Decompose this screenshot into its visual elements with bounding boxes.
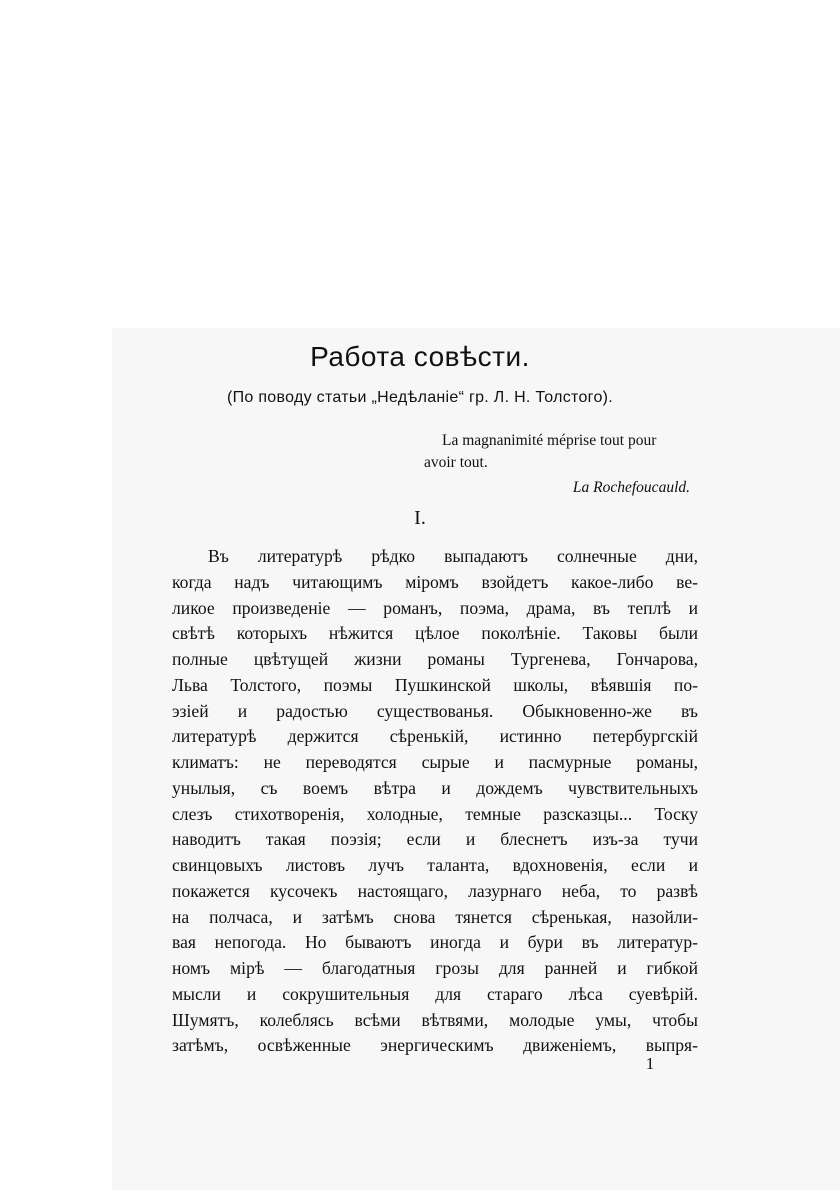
text-line: слезъ стихотворенія, холодные, темные разсказцы... Тоску xyxy=(172,803,698,824)
text-line: Въ литературѣ рѣдко выпадаютъ солнечные дни, xyxy=(208,546,698,566)
article-title: Работа совѣсти. xyxy=(310,341,530,372)
section-number: I. xyxy=(414,507,426,529)
page-number: 1 xyxy=(645,1054,655,1073)
text-line: Льва Толстого, поэмы Пушкинской школы, вѣявшія по- xyxy=(172,674,698,695)
text-line: когда надъ читающимъ міромъ взойдетъ какое-либо ве- xyxy=(172,571,698,592)
text-line: наводитъ такая поэзія; если и блеснетъ изъ-за тучи xyxy=(172,829,698,850)
text-line: литературѣ держится сѣренькій, истинно петербургскій xyxy=(172,726,698,747)
article-subtitle: (По поводу статьи „Недѣланіе“ гр. Л. Н. Толстого). xyxy=(226,389,614,406)
text-line: эзіей и радостью существованья. Обыкновенно-же въ xyxy=(172,700,698,721)
text-line: унылыя, съ воемъ вѣтра и дождемъ чувствительныхъ xyxy=(172,777,698,798)
text-line: полные цвѣтущей жизни романы Тургенева, Гончарова, xyxy=(172,649,698,669)
body-paragraph xyxy=(172,544,698,1059)
epigraph xyxy=(424,430,714,499)
epigraph-line-2: avoir tout. xyxy=(424,454,488,471)
text-line: свинцовыхъ листовъ лучъ таланта, вдохновенія, если и xyxy=(172,855,698,875)
text-line: на полчаса, и затѣмъ снова тянется сѣренькая, назойли- xyxy=(172,906,698,927)
text-line: мысли и сокрушительныя для стараго лѣса суевѣрій. xyxy=(172,983,698,1004)
text-line: покажется кусочекъ настоящаго, лазурнаго неба, то развѣ xyxy=(172,880,698,901)
text-line: Шумятъ, колеблясь всѣми вѣтвями, молодые умы, чтобы xyxy=(172,1009,698,1030)
text-line: свѣтѣ которыхъ нѣжится цѣлое поколѣніе. Таковы были xyxy=(172,623,698,644)
text-line: ликое произведеніе — романъ, поэма, драма, въ теплѣ и xyxy=(172,597,698,618)
text-line: номъ мірѣ — благодатныя грозы для ранней и гибкой xyxy=(172,958,698,978)
text-line: климатъ: не переводятся сырые и пасмурные романы, xyxy=(172,752,698,772)
text-line: вая непогода. Но бываютъ иногда и бури въ литератур- xyxy=(172,932,698,953)
epigraph-author: La Rochefoucauld. xyxy=(572,479,690,496)
epigraph-line-1: La magnanimité méprise tout pour xyxy=(442,432,657,449)
text-line: затѣмъ, освѣженные энергическимъ движеніемъ, выпря- xyxy=(172,1035,698,1056)
